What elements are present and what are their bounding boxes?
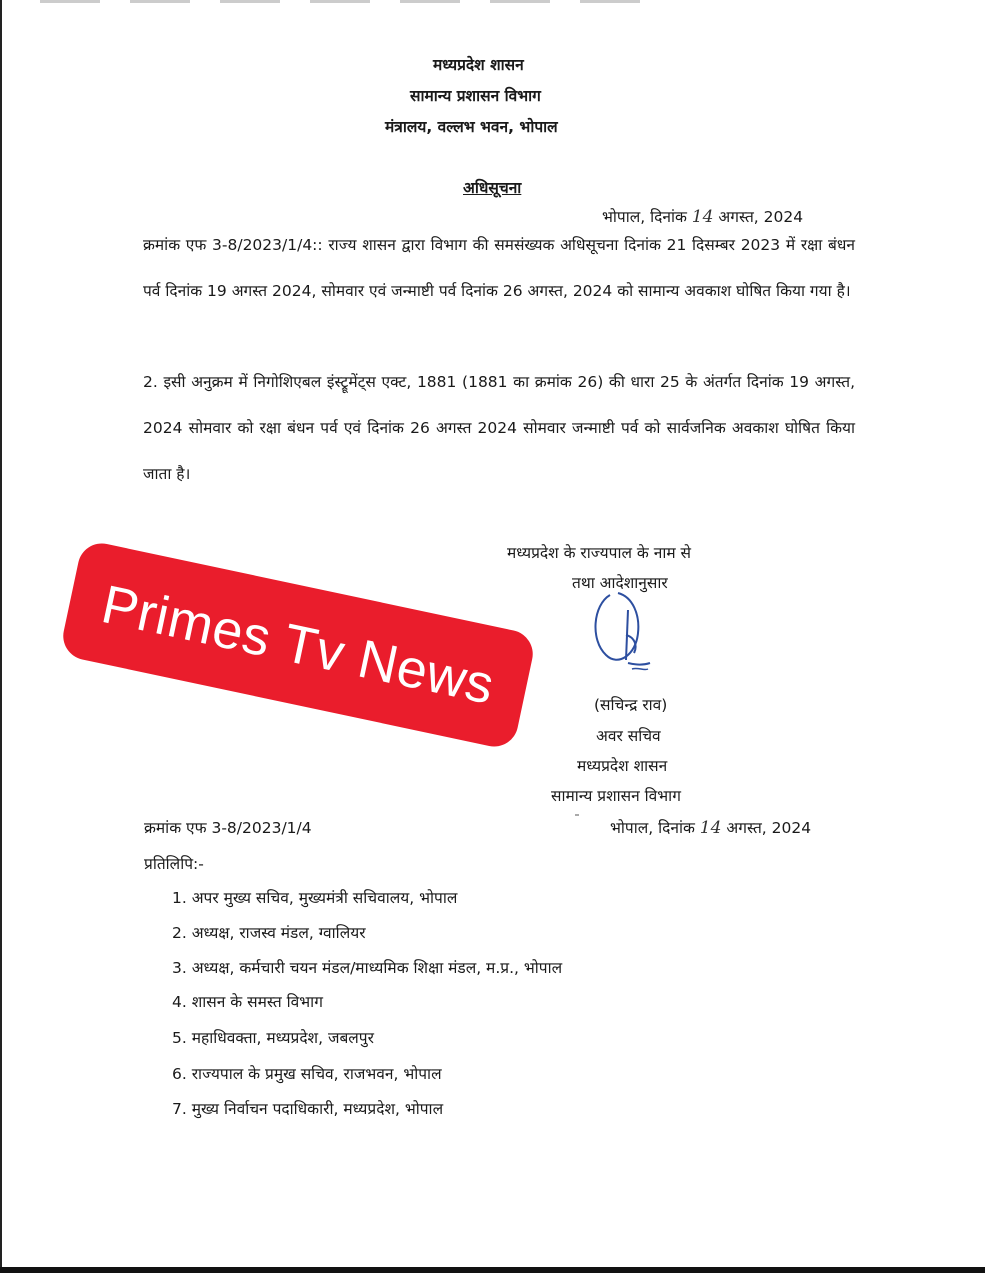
scan-dot: [575, 814, 579, 816]
signatory-name: (सचिन्द्र राव): [594, 696, 668, 714]
copy-date-prefix: भोपाल, दिनांक: [610, 819, 695, 837]
notification-title: अधिसूचना: [463, 179, 522, 197]
page-edge: [0, 0, 2, 1273]
watermark-badge: [61, 541, 535, 748]
list-item: 2. अध्यक्ष, राजस्व मंडल, ग्वालियर: [172, 924, 366, 942]
header-department: सामान्य प्रशासन विभाग: [410, 87, 541, 105]
scan-artifact: [40, 0, 640, 3]
list-item: 5. महाधिवक्ता, मध्यप्रदेश, जबलपुर: [172, 1029, 374, 1047]
list-item: 7. मुख्य निर्वाचन पदाधिकारी, मध्यप्रदेश, भोपाल: [172, 1100, 444, 1118]
page-bottom-edge: [0, 1267, 985, 1273]
date-day-handwritten: 14: [691, 207, 714, 227]
copy-date-day-handwritten: 14: [699, 818, 722, 838]
header-address: मंत्रालय, वल्लभ भवन, भोपाल: [385, 118, 558, 136]
list-item: 1. अपर मुख्य सचिव, मुख्यमंत्री सचिवालय, भोपाल: [172, 889, 458, 907]
handwritten-signature: [588, 585, 668, 680]
copy-reference: क्रमांक एफ 3-8/2023/1/4: [144, 819, 312, 837]
copy-heading: प्रतिलिपि:-: [144, 855, 204, 873]
signature-authority-line1: मध्यप्रदेश के राज्यपाल के नाम से: [507, 544, 692, 562]
watermark-text: Primes Tv News: [96, 574, 500, 716]
copy-date-suffix: अगस्त, 2024: [726, 819, 812, 837]
list-item: 3. अध्यक्ष, कर्मचारी चयन मंडल/माध्यमिक शिक्षा मंडल, म.प्र., भोपाल: [172, 959, 563, 977]
signatory-designation: अवर सचिव: [596, 727, 661, 745]
header-government: मध्यप्रदेश शासन: [433, 56, 524, 74]
list-item: 4. शासन के समस्त विभाग: [172, 993, 323, 1011]
signatory-org2: सामान्य प्रशासन विभाग: [551, 787, 681, 805]
paragraph-2: 2. इसी अनुक्रम में निगोशिएबल इंस्ट्रूमेंट्स एक्ट, 1881 (1881 का क्रमांक 26) की धारा 25 के अंतर्गत दिनांक 19 अगस्त, 2024 सोमवार को रक्षा बंधन पर्व एवं दिनांक 26 अगस्त 2024 सोमवार जन्माष्टी पर्व को सार्वजनिक अवकाश घोषित किया जाता है।: [143, 373, 855, 483]
date-prefix: भोपाल, दिनांक: [602, 208, 687, 226]
copy-date-line: [610, 816, 811, 838]
signature-authority-line2: तथा आदेशानुसार: [572, 574, 668, 592]
list-item: 6. राज्यपाल के प्रमुख सचिव, राजभवन, भोपाल: [172, 1065, 442, 1083]
date-suffix: अगस्त, 2024: [718, 208, 804, 226]
signatory-org1: मध्यप्रदेश शासन: [577, 757, 668, 775]
paragraph-1: क्रमांक एफ 3-8/2023/1/4:: राज्य शासन द्वारा विभाग की समसंख्यक अधिसूचना दिनांक 21 दिसम्बर 2023 में रक्षा बंधन पर्व दिनांक 19 अगस्त 2024, सोमवार एवं जन्माष्टी पर्व दिनांक 26 अगस्त, 2024 को सामान्य अवकाश घोषित किया गया है।: [143, 236, 855, 300]
